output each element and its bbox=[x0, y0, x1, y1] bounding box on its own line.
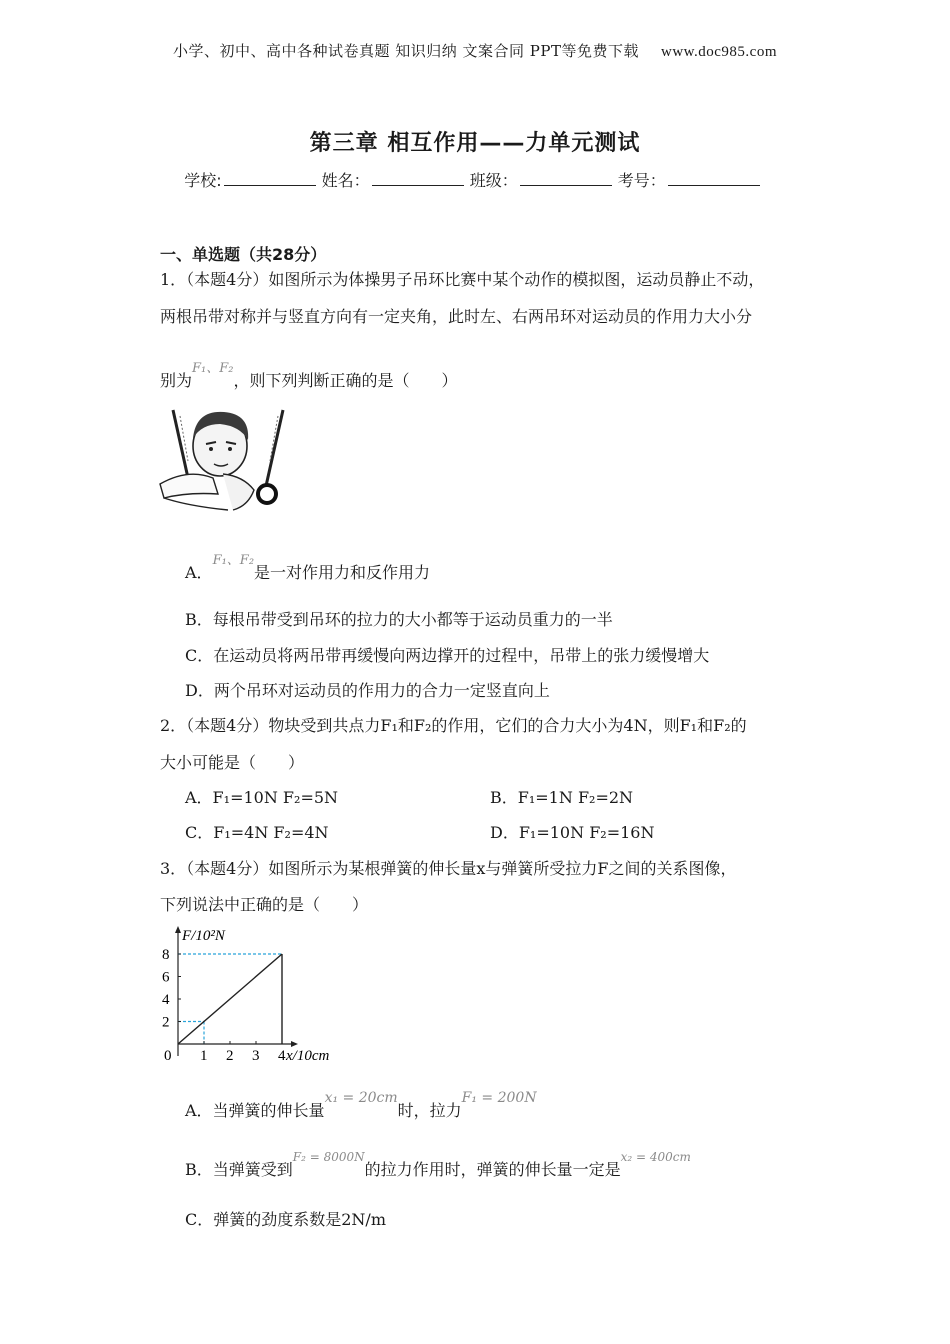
q2-option-a[interactable]: A．F₁=10N F₂=5N bbox=[185, 788, 339, 807]
school-blank[interactable] bbox=[224, 171, 316, 186]
page-banner bbox=[0, 40, 950, 61]
q3-line1: 3．（本题4分）如图所示为某根弹簧的伸长量x与弹簧所受拉力F之间的关系图像， bbox=[160, 859, 737, 878]
q1-option-a-formula: F₁、F₂ bbox=[212, 553, 255, 568]
q3-option-a-formula2: F₁ = 200N bbox=[461, 1090, 537, 1106]
section-heading: 一、单选题（共28分） bbox=[160, 245, 327, 264]
q2-option-d[interactable]: D．F₁=10N F₂=16N bbox=[490, 823, 655, 842]
page-title: 第三章 相互作用——力单元测试 bbox=[309, 131, 641, 156]
q3-option-a[interactable] bbox=[185, 1090, 537, 1121]
gymnast-illustration bbox=[158, 406, 293, 521]
y-tick-label: 4 bbox=[162, 992, 170, 1008]
q1-option-d[interactable]: D．两个吊环对运动员的作用力的合力一定竖直向上 bbox=[185, 681, 550, 700]
q1-option-a-text: 是一对作用力和反作用力 bbox=[254, 563, 431, 582]
q1-option-a[interactable] bbox=[185, 553, 431, 583]
q1-option-b[interactable]: B．每根吊带受到吊环的拉力的大小都等于运动员重力的一半 bbox=[185, 610, 613, 629]
name-label: 姓名： bbox=[321, 171, 370, 190]
number-blank[interactable] bbox=[668, 171, 760, 186]
q2-line2: 大小可能是（ ） bbox=[160, 753, 305, 772]
x-tick-label: 3 bbox=[252, 1048, 260, 1064]
q2-option-b[interactable]: B．F₁=1N F₂=2N bbox=[490, 788, 634, 807]
data-line bbox=[178, 954, 282, 1044]
q3-option-c[interactable]: C．弹簧的劲度系数是2N/m bbox=[185, 1210, 386, 1229]
number-label: 考号： bbox=[617, 171, 666, 190]
x-tick-label: 1 bbox=[200, 1048, 208, 1064]
q3-option-b-formula2: x₂ = 400cm bbox=[620, 1150, 691, 1164]
x-tick-label: 4 bbox=[278, 1048, 286, 1064]
banner-site[interactable]: www.doc985.com bbox=[660, 44, 777, 60]
spring-force-chart bbox=[158, 924, 358, 1066]
q3-option-a-formula1: x₁ = 20cm bbox=[324, 1090, 398, 1106]
q1-line3-end: ，则下列判断正确的是（ ） bbox=[233, 371, 458, 390]
y-tick-label: 6 bbox=[162, 969, 170, 986]
q1-option-c[interactable]: C．在运动员将两吊带再缓慢向两边撑开的过程中，吊带上的张力缓慢增大 bbox=[185, 646, 710, 665]
origin-label: 0 bbox=[164, 1048, 172, 1064]
y-tick-label: 2 bbox=[162, 1014, 170, 1031]
x-tick-label: 2 bbox=[226, 1048, 234, 1064]
q3-line2: 下列说法中正确的是（ ） bbox=[160, 895, 369, 914]
y-axis-label: F/10²N bbox=[182, 928, 225, 944]
q1-option-a-prefix: A． bbox=[185, 563, 213, 582]
q3-option-b[interactable] bbox=[185, 1150, 691, 1180]
q1-line3-start: 别为 bbox=[160, 371, 193, 390]
q3-option-b-text1: B．当弹簧受到 bbox=[185, 1160, 293, 1179]
q3-option-b-formula1: F₂ = 8000N bbox=[292, 1150, 365, 1164]
q1-line3 bbox=[160, 361, 458, 391]
student-info-fields bbox=[0, 168, 950, 191]
y-axis-arrow bbox=[175, 926, 181, 933]
x-axis-arrow bbox=[291, 1041, 298, 1047]
class-blank[interactable] bbox=[520, 171, 612, 186]
school-label: 学校: bbox=[184, 171, 222, 190]
q2-option-c[interactable]: C．F₁=4N F₂=4N bbox=[185, 823, 329, 842]
q3-option-a-text2: 时，拉力 bbox=[397, 1101, 462, 1120]
banner-text: 小学、初中、高中各种试卷真题 知识归纳 文案合同 PPT等免费下载 bbox=[172, 42, 639, 60]
class-label: 班级： bbox=[469, 171, 518, 190]
y-tick-label: 8 bbox=[162, 947, 170, 963]
q3-option-b-text2: 的拉力作用时，弹簧的伸长量一定是 bbox=[364, 1160, 621, 1179]
q1-line2: 两根吊带对称并与竖直方向有一定夹角，此时左、右两吊环对运动员的作用力大小分 bbox=[160, 307, 753, 326]
q2-line1: 2．（本题4分）物块受到共点力F₁和F₂的作用，它们的合力大小为4N，则F₁和F₂的 bbox=[160, 716, 747, 735]
name-blank[interactable] bbox=[372, 171, 464, 186]
q1-line1: 1．（本题4分）如图所示为体操男子吊环比赛中某个动作的模拟图，运动员静止不动， bbox=[160, 270, 765, 289]
x-axis-label: x/10cm bbox=[286, 1048, 330, 1064]
q1-formula: F₁、F₂ bbox=[192, 361, 234, 376]
q3-option-a-text1: A．当弹簧的伸长量 bbox=[185, 1101, 325, 1120]
